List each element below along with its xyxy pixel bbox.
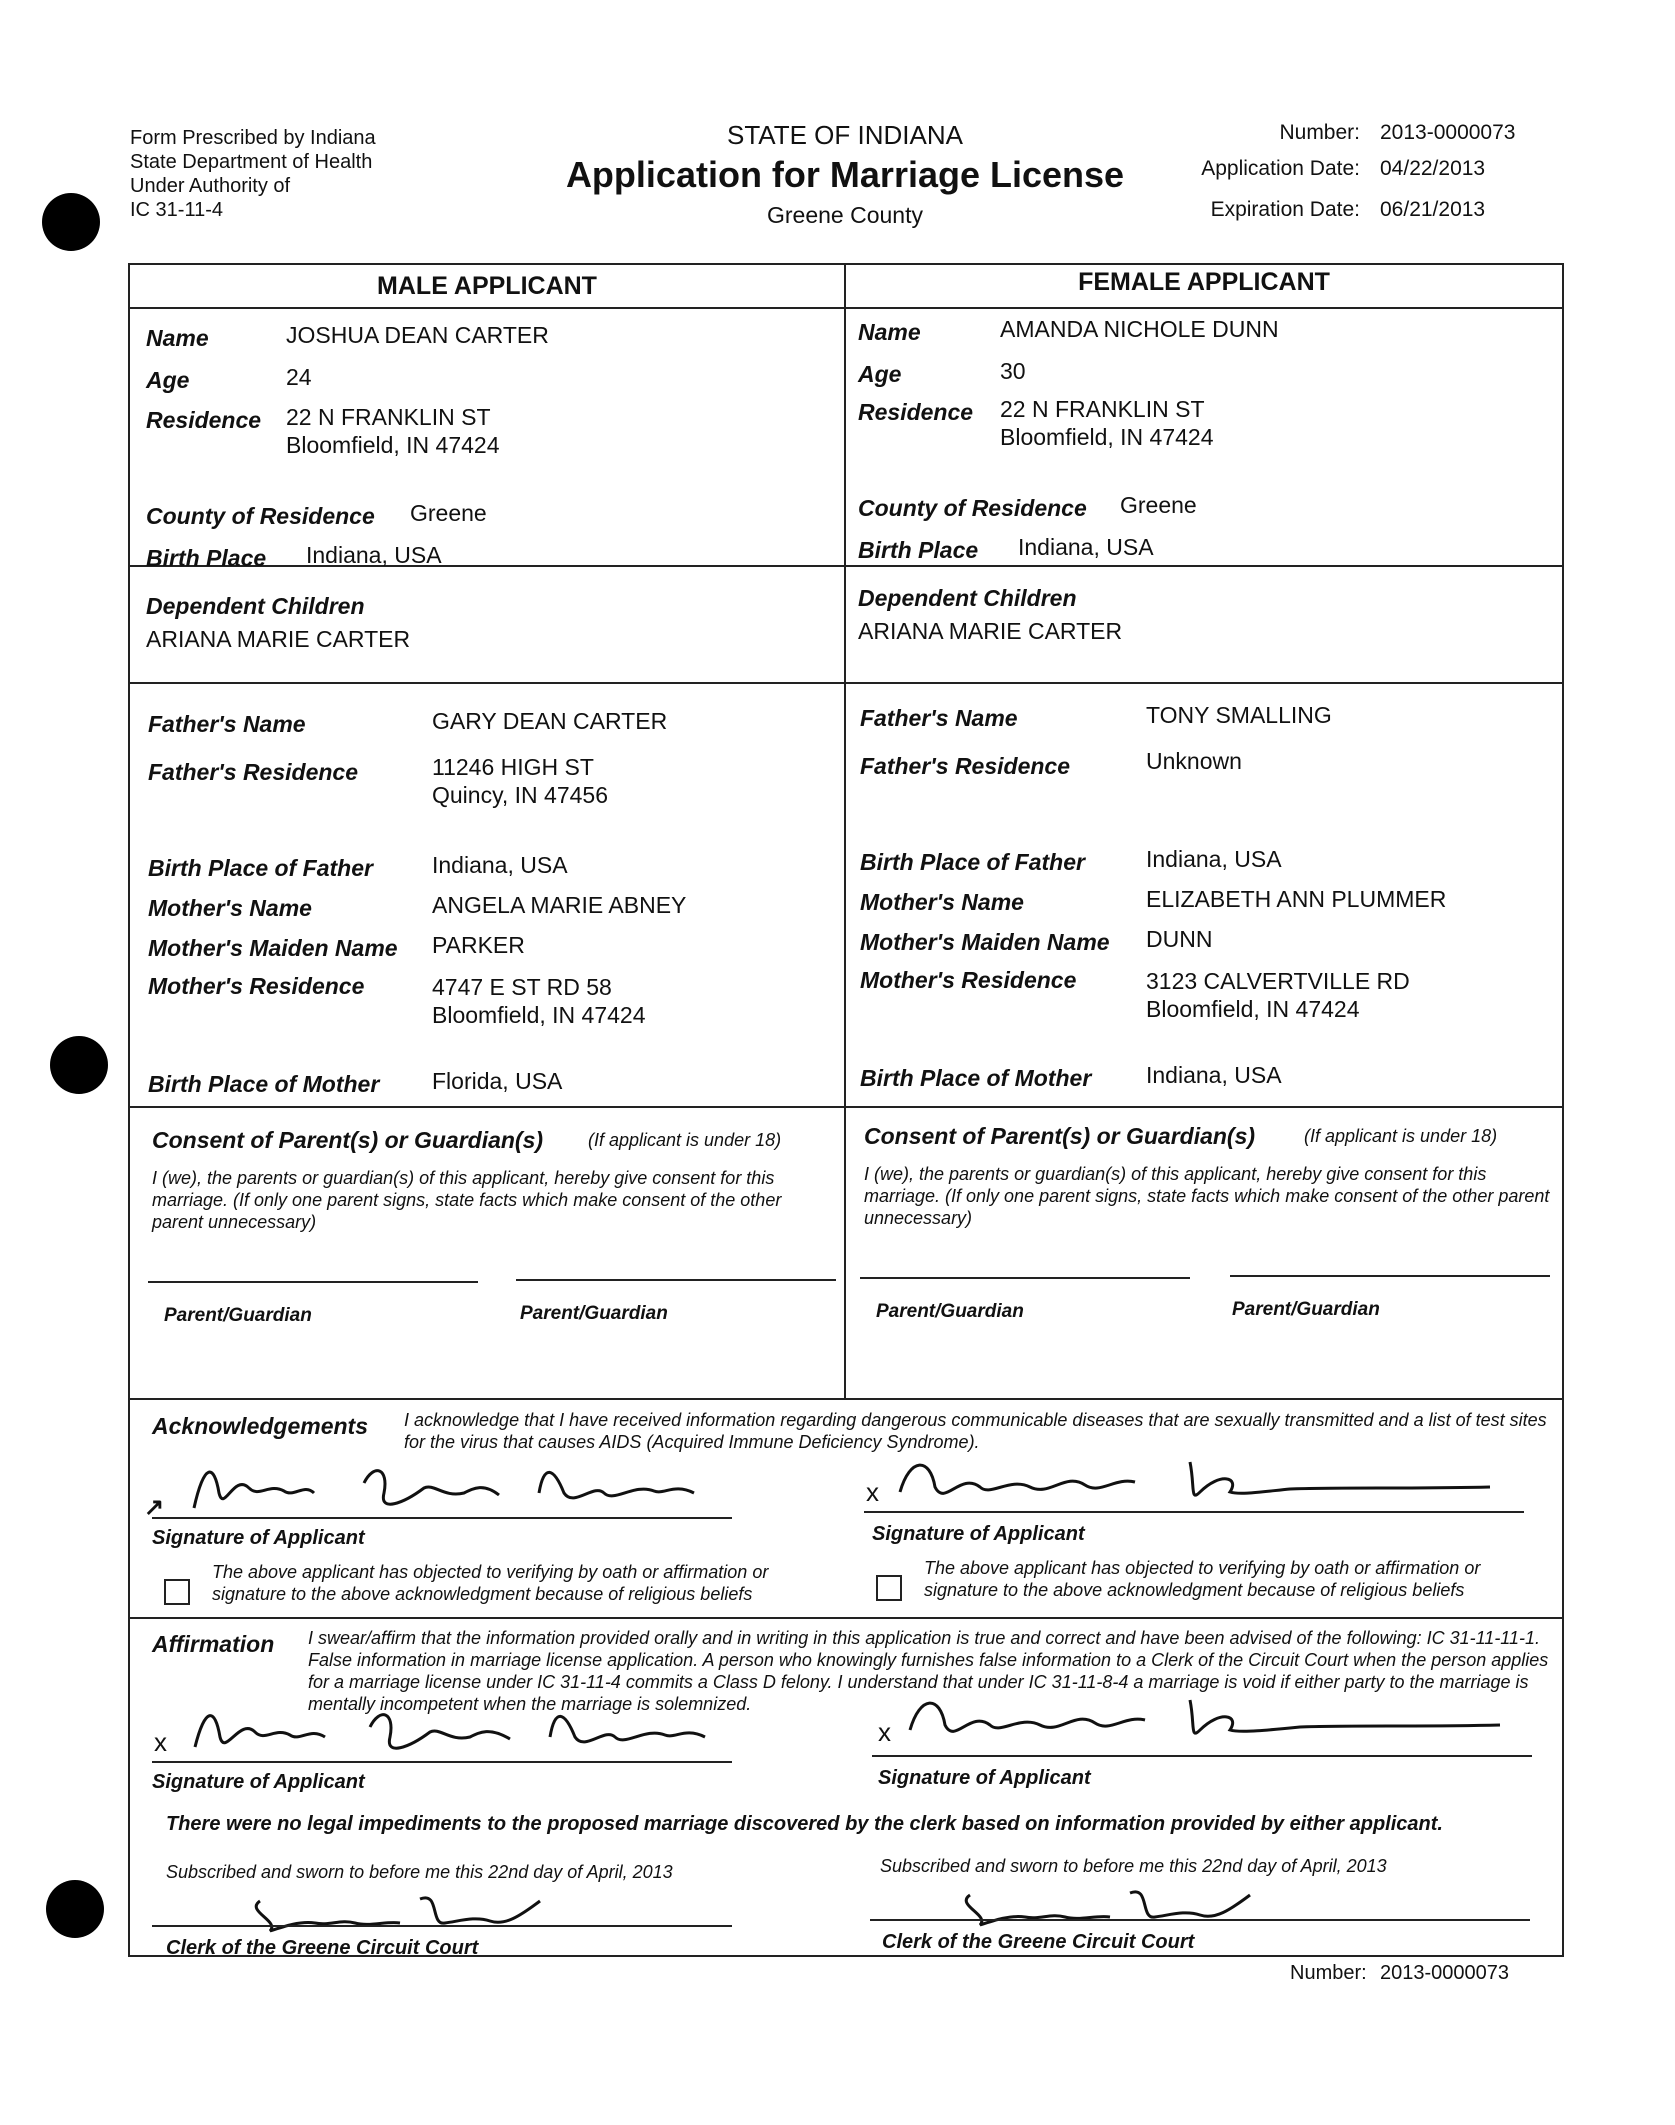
male-fathers-residence-label: Father's Residence — [148, 759, 358, 785]
female-mothers-residence: 3123 CALVERTVILLE RD Bloomfield, IN 47424 — [1146, 968, 1410, 1022]
female-age-label: Age — [858, 361, 902, 387]
female-residence: 22 N FRANKLIN ST Bloomfield, IN 47424 — [1000, 396, 1214, 450]
punch-hole-top — [42, 193, 100, 251]
female-consent-title: Consent of Parent(s) or Guardian(s) — [864, 1123, 1256, 1149]
female-birth-place-father: Indiana, USA — [1146, 846, 1282, 872]
female-name-label: Name — [858, 319, 921, 345]
female-mothers-maiden-name-label: Mother's Maiden Name — [860, 929, 1110, 955]
male-objection-checkbox[interactable] — [164, 1579, 190, 1605]
female-fathers-name: TONY SMALLING — [1146, 702, 1332, 728]
male-clerk-label: Clerk of the Greene Circuit Court — [166, 1937, 479, 1959]
acknowledgements-title: Acknowledgements — [152, 1413, 368, 1439]
male-age: 24 — [286, 364, 312, 390]
male-fathers-name: GARY DEAN CARTER — [432, 708, 668, 734]
male-objection-text: The above applicant has objected to verifying by oath or affirmation or signature to the above acknowledgment because of religious beliefs — [212, 1562, 769, 1604]
county-name: Greene County — [767, 202, 923, 228]
male-mothers-residence-label: Mother's Residence — [148, 973, 365, 999]
number-value: 2013-0000073 — [1380, 121, 1516, 144]
male-aff-signature-label: Signature of Applicant — [152, 1771, 365, 1793]
impediments-statement: There were no legal impediments to the proposed marriage discovered by the clerk based on information provided by either applicant. — [166, 1813, 1443, 1835]
female-parent-guardian-2: Parent/Guardian — [1232, 1299, 1380, 1320]
male-fathers-residence: 11246 HIGH ST Quincy, IN 47456 — [432, 754, 609, 808]
male-county: Greene — [410, 500, 487, 526]
male-birth-place-label: Birth Place — [146, 545, 267, 571]
male-consent-text: I (we), the parents or guardian(s) of this applicant, hereby give consent for this marriage. (If only one parent signs, state facts which make consent of the other parent unnecessary) — [152, 1168, 782, 1232]
footer-number-value: 2013-0000073 — [1380, 1962, 1510, 1984]
female-ack-signature — [890, 1447, 1530, 1517]
expiration-date-label: Expiration Date: — [1210, 198, 1360, 221]
female-mothers-residence-label: Mother's Residence — [860, 967, 1077, 993]
male-mothers-maiden-name-label: Mother's Maiden Name — [148, 935, 398, 961]
female-name: AMANDA NICHOLE DUNN — [1000, 316, 1279, 342]
male-name: JOSHUA DEAN CARTER — [286, 322, 549, 348]
punch-hole-bottom — [46, 1880, 104, 1938]
female-aff-signature-label: Signature of Applicant — [878, 1767, 1091, 1789]
female-subscribed-text: Subscribed and sworn to before me this 22nd day of April, 2013 — [880, 1856, 1387, 1876]
female-aff-signature — [900, 1685, 1540, 1755]
prescribed-line: IC 31-11-4 — [130, 199, 224, 221]
footer-number-label: Number: — [1290, 1962, 1367, 1984]
male-mothers-name-label: Mother's Name — [148, 895, 312, 921]
male-age-label: Age — [146, 367, 190, 393]
male-parent-guardian-1: Parent/Guardian — [164, 1305, 312, 1326]
female-fathers-residence-label: Father's Residence — [860, 753, 1070, 779]
female-county: Greene — [1120, 492, 1197, 518]
female-birth-place-label: Birth Place — [858, 537, 979, 563]
female-clerk-signature — [950, 1875, 1270, 1935]
female-birth-place-mother: Indiana, USA — [1146, 1062, 1282, 1088]
female-birth-place-mother-label: Birth Place of Mother — [860, 1065, 1092, 1091]
female-mothers-name: ELIZABETH ANN PLUMMER — [1146, 886, 1447, 912]
male-subscribed-text: Subscribed and sworn to before me this 22nd day of April, 2013 — [166, 1862, 673, 1882]
number-label: Number: — [1279, 121, 1360, 144]
male-consent-note: (If applicant is under 18) — [588, 1130, 782, 1150]
male-applicant-heading: MALE APPLICANT — [377, 272, 597, 300]
male-fathers-name-label: Father's Name — [148, 711, 306, 737]
female-applicant-heading: FEMALE APPLICANT — [1078, 268, 1330, 296]
female-clerk-label: Clerk of the Greene Circuit Court — [882, 1931, 1195, 1953]
punch-hole-middle — [50, 1036, 108, 1094]
male-birth-place-father: Indiana, USA — [432, 852, 568, 878]
female-fathers-residence: Unknown — [1146, 748, 1242, 774]
female-ack-x-mark: x — [866, 1477, 879, 1507]
page-title: Application for Marriage License — [565, 154, 1125, 195]
prescribed-line: State Department of Health — [130, 151, 373, 173]
application-form — [128, 263, 1564, 1957]
male-dependent-children: ARIANA MARIE CARTER — [146, 626, 411, 652]
acknowledgements-text: I acknowledge that I have received information regarding dangerous communicable diseases that are sexually transmitted and a list of test sites for the virus that causes AIDS (Acquired Immune Deficiency Syndrome). — [404, 1410, 1547, 1452]
female-consent-text: I (we), the parents or guardian(s) of this applicant, hereby give consent for this marriage. (If only one parent signs, state facts which make consent of the other parent unnecessary) — [864, 1164, 1550, 1228]
male-mothers-maiden-name: PARKER — [432, 932, 525, 958]
affirmation-title: Affirmation — [152, 1631, 275, 1657]
female-county-label: County of Residence — [858, 495, 1087, 521]
male-aff-signature — [180, 1697, 740, 1767]
male-birth-place-mother: Florida, USA — [432, 1068, 563, 1094]
expiration-date-value: 06/21/2013 — [1380, 198, 1486, 221]
male-aff-x-mark: x — [154, 1727, 167, 1757]
female-consent-note: (If applicant is under 18) — [1304, 1126, 1498, 1146]
male-ack-signature-label: Signature of Applicant — [152, 1527, 365, 1549]
male-name-label: Name — [146, 325, 209, 351]
female-fathers-name-label: Father's Name — [860, 705, 1018, 731]
prescribed-line: Under Authority of — [130, 175, 291, 197]
female-age: 30 — [1000, 358, 1026, 384]
application-date-label: Application Date: — [1201, 157, 1360, 180]
male-ack-x-mark: ↗ — [144, 1494, 165, 1521]
male-birth-place: Indiana, USA — [306, 542, 442, 568]
male-consent-title: Consent of Parent(s) or Guardian(s) — [152, 1127, 544, 1153]
form-prescribed-block — [130, 126, 376, 222]
female-ack-signature-label: Signature of Applicant — [872, 1523, 1085, 1545]
female-mothers-maiden-name: DUNN — [1146, 926, 1213, 952]
male-residence: 22 N FRANKLIN ST Bloomfield, IN 47424 — [286, 404, 500, 458]
male-birth-place-father-label: Birth Place of Father — [148, 855, 373, 881]
male-residence-label: Residence — [146, 407, 262, 433]
female-dependent-children: ARIANA MARIE CARTER — [858, 618, 1123, 644]
male-ack-signature — [174, 1453, 734, 1523]
male-clerk-signature — [240, 1881, 560, 1941]
female-birth-place-father-label: Birth Place of Father — [860, 849, 1085, 875]
male-dependent-children-label: Dependent Children — [146, 593, 365, 619]
female-residence-label: Residence — [858, 399, 974, 425]
affirmation-text: I swear/affirm that the information provided orally and in writing in this application is true and correct and have been advised of the following: IC 31-11-11-1. False information in marriage license application. A person who knowingly furnishes false information to a Clerk of the Circuit Court when the person applies for a marriage license under IC 31-11-4 commits a Class D felony. I understand that under IC 31-11-8-4 a marriage is void if either party to the marriage is mentally incompetent when the marriage is solemnized. — [308, 1628, 1549, 1714]
female-aff-x-mark: x — [878, 1717, 891, 1747]
state-name: STATE OF INDIANA — [727, 120, 963, 150]
application-date-value: 04/22/2013 — [1380, 157, 1486, 180]
female-objection-text: The above applicant has objected to verifying by oath or affirmation or signature to the above acknowledgment because of religious beliefs — [924, 1558, 1481, 1600]
female-birth-place: Indiana, USA — [1018, 534, 1154, 560]
female-mothers-name-label: Mother's Name — [860, 889, 1024, 915]
female-dependent-children-label: Dependent Children — [858, 585, 1077, 611]
female-parent-guardian-1: Parent/Guardian — [876, 1301, 1024, 1322]
male-mothers-residence: 4747 E ST RD 58 Bloomfield, IN 47424 — [432, 974, 646, 1028]
male-county-label: County of Residence — [146, 503, 375, 529]
female-objection-checkbox[interactable] — [876, 1575, 902, 1601]
male-mothers-name: ANGELA MARIE ABNEY — [432, 892, 687, 918]
male-birth-place-mother-label: Birth Place of Mother — [148, 1071, 380, 1097]
male-parent-guardian-2: Parent/Guardian — [520, 1303, 668, 1324]
prescribed-line: Form Prescribed by Indiana — [130, 127, 376, 149]
